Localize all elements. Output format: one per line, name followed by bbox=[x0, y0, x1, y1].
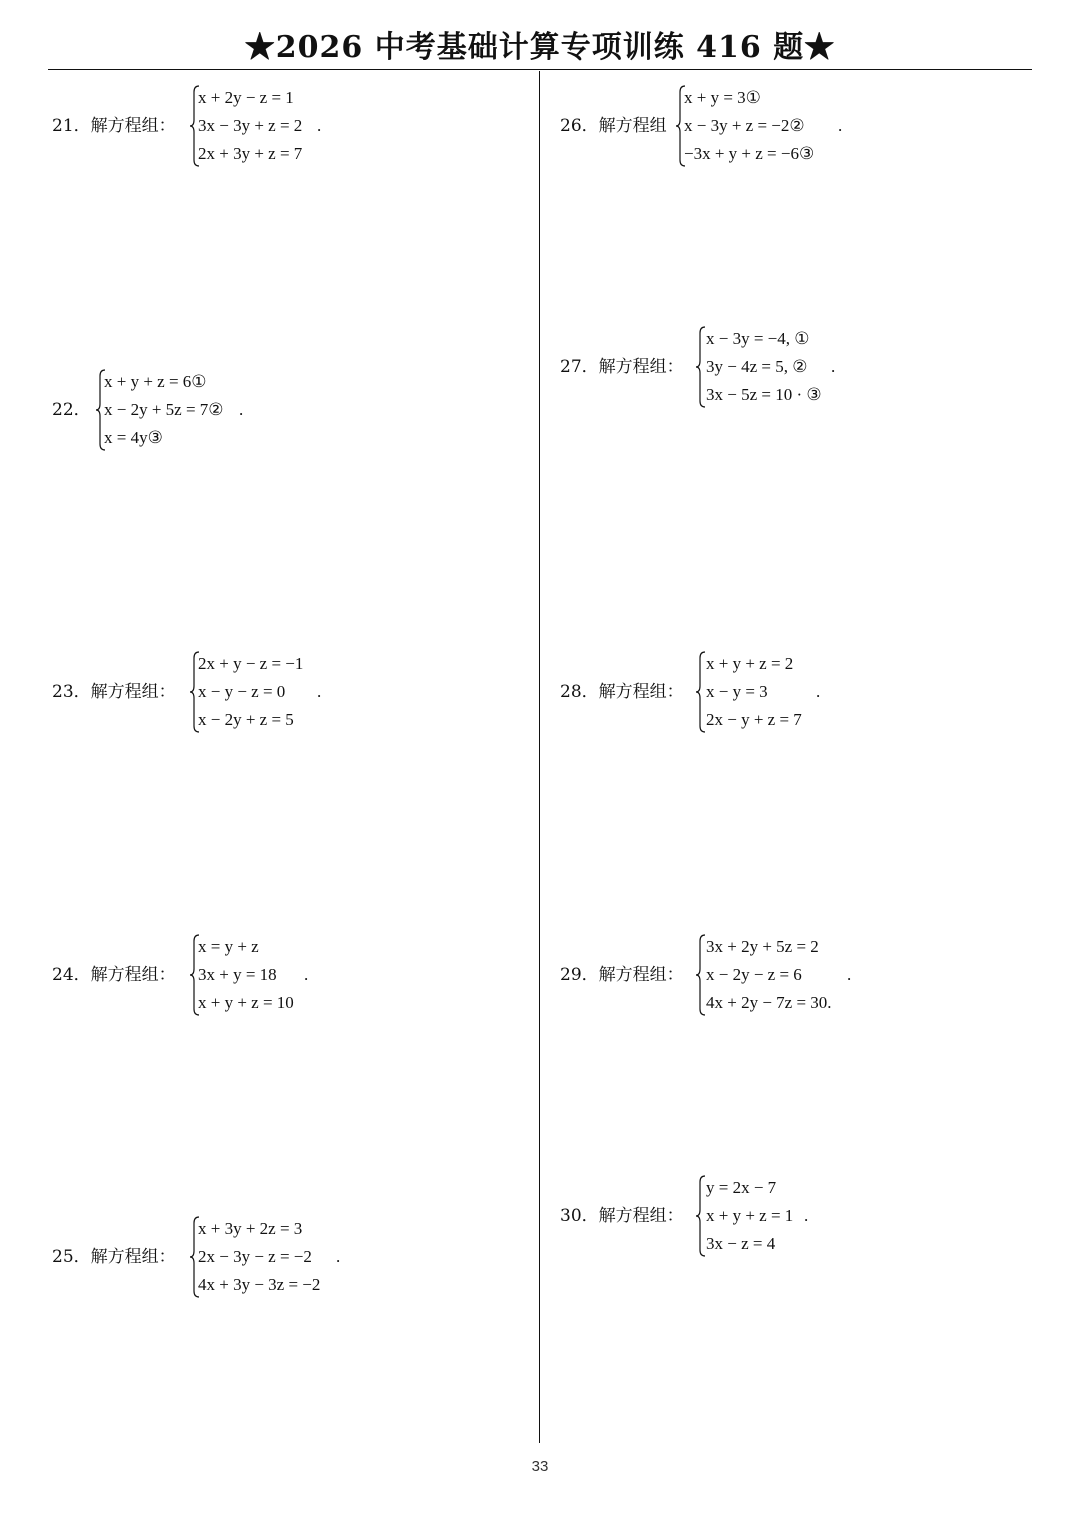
equation: x − y − z = 0 bbox=[198, 682, 286, 701]
problem-30 bbox=[560, 1174, 860, 1258]
equation: 3x + 2y + 5z = 2 bbox=[706, 937, 819, 956]
equation: x = y + z bbox=[198, 937, 259, 956]
equation: −3x + y + z = −6③ bbox=[684, 144, 815, 163]
problem-label: 24．解方程组： bbox=[52, 965, 176, 985]
problem-23 bbox=[52, 650, 352, 734]
problem-22 bbox=[52, 368, 292, 452]
period: . bbox=[336, 1247, 341, 1266]
problem-26 bbox=[560, 84, 860, 168]
problem-21 bbox=[52, 84, 352, 168]
period: . bbox=[239, 400, 244, 419]
page-number: 33 bbox=[531, 1458, 549, 1475]
equation: x − 2y − z = 6 bbox=[706, 965, 802, 984]
equation: 4x + 3y − 3z = −2 bbox=[198, 1275, 321, 1294]
equation: x + y + z = 2 bbox=[706, 654, 794, 673]
problem-24 bbox=[52, 933, 352, 1017]
equation-system bbox=[706, 325, 822, 409]
equation: x − 2y + 5z = 7② bbox=[104, 400, 224, 419]
period: . bbox=[831, 357, 836, 376]
page-title: ★2026 中考基础计算专项训练 416 题★ bbox=[244, 30, 836, 65]
equation: x = 4y③ bbox=[104, 428, 163, 447]
equation: 3x − 5z = 10 · ③ bbox=[706, 385, 822, 404]
equation: 3x − 3y + z = 2 bbox=[198, 116, 303, 135]
equation-system bbox=[706, 1174, 793, 1258]
equation: 2x + y − z = −1 bbox=[198, 654, 304, 673]
equation: x + y + z = 10 bbox=[198, 993, 294, 1012]
equation: x + y = 3① bbox=[684, 88, 761, 107]
equation: x − 3y = −4, ① bbox=[706, 329, 810, 348]
period: . bbox=[804, 1206, 809, 1225]
problem-label: 22． bbox=[52, 400, 91, 420]
equation-system bbox=[684, 84, 814, 168]
equation: 2x − y + z = 7 bbox=[706, 710, 802, 729]
problem-label: 29．解方程组： bbox=[560, 965, 684, 985]
equation: x − y = 3 bbox=[706, 682, 768, 701]
equation: x − 2y + z = 5 bbox=[198, 710, 294, 729]
problem-label: 28．解方程组： bbox=[560, 682, 684, 702]
equation-system bbox=[198, 1215, 320, 1299]
equation: 3y − 4z = 5, ② bbox=[706, 357, 808, 376]
equation: y = 2x − 7 bbox=[706, 1178, 777, 1197]
equation-system bbox=[104, 368, 224, 452]
equation-system bbox=[198, 650, 303, 734]
column-divider bbox=[539, 71, 540, 1443]
equation: x + 3y + 2z = 3 bbox=[198, 1219, 303, 1238]
period: . bbox=[317, 116, 322, 135]
problem-27 bbox=[560, 325, 860, 409]
equation-system bbox=[198, 933, 294, 1017]
equation-system bbox=[706, 933, 832, 1017]
equation: x − 3y + z = −2② bbox=[684, 116, 805, 135]
period: . bbox=[816, 682, 821, 701]
period: . bbox=[847, 965, 852, 984]
equation: 4x + 2y − 7z = 30. bbox=[706, 993, 832, 1012]
equation: x + y + z = 1 bbox=[706, 1206, 794, 1225]
problem-label: 30．解方程组： bbox=[560, 1206, 684, 1226]
equation-system bbox=[198, 84, 302, 168]
period: . bbox=[838, 116, 843, 135]
problem-29 bbox=[560, 933, 880, 1017]
header-rule bbox=[48, 69, 1032, 70]
equation: 3x − z = 4 bbox=[706, 1234, 776, 1253]
problem-label: 25．解方程组： bbox=[52, 1247, 176, 1267]
equation: x + y + z = 6① bbox=[104, 372, 207, 391]
problem-label: 23．解方程组： bbox=[52, 682, 176, 702]
equation: 2x + 3y + z = 7 bbox=[198, 144, 303, 163]
period: . bbox=[304, 965, 309, 984]
problem-label: 21．解方程组： bbox=[52, 116, 176, 136]
equation: x + 2y − z = 1 bbox=[198, 88, 294, 107]
problem-label: 27．解方程组： bbox=[560, 357, 684, 377]
problem-label: 26．解方程组 bbox=[560, 116, 667, 136]
problem-28 bbox=[560, 650, 860, 734]
equation: 2x − 3y − z = −2 bbox=[198, 1247, 312, 1266]
problem-25 bbox=[52, 1215, 372, 1299]
period: . bbox=[317, 682, 322, 701]
equation-system bbox=[706, 650, 802, 734]
equation: 3x + y = 18 bbox=[198, 965, 277, 984]
